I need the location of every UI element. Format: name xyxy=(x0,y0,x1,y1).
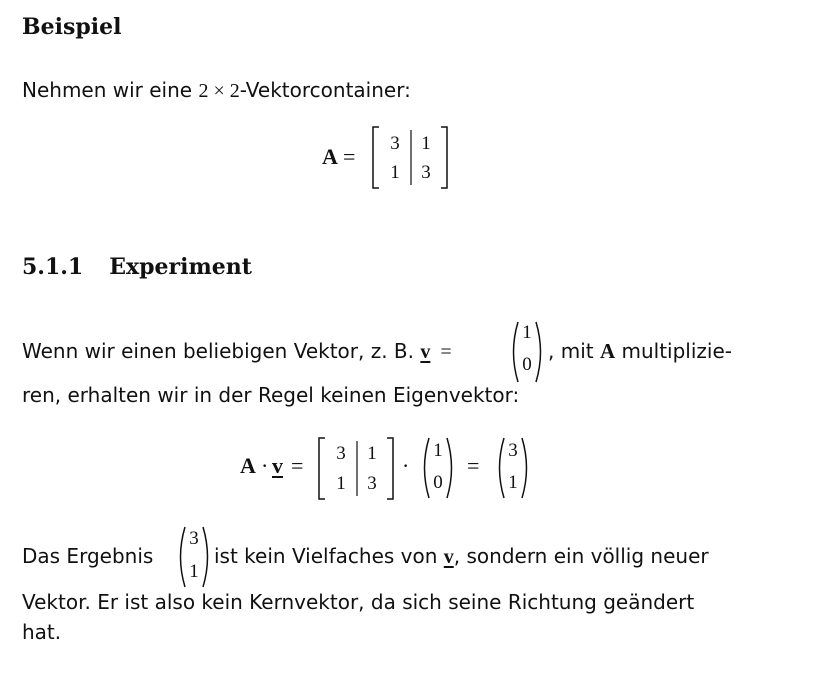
para2-line1-end xyxy=(214,544,709,569)
para1-vec-symbol: v xyxy=(420,341,431,363)
para2-line3: hat. xyxy=(22,620,62,644)
eq2-matrix-brackets xyxy=(316,437,396,501)
example-intro xyxy=(22,78,411,103)
eq2-lhs-v: v xyxy=(272,453,283,478)
eq2-equals: = xyxy=(291,453,304,478)
section-heading xyxy=(22,254,252,280)
eq1-matrix-cell: 1 xyxy=(421,133,431,154)
para1-line1 xyxy=(22,339,452,364)
para2-vector-entry: 3 xyxy=(189,528,199,549)
intro-text-after: -Vektorcontainer: xyxy=(239,78,411,102)
eq1-matrix-cell: 1 xyxy=(390,162,400,183)
intro-text-before: Nehmen wir eine xyxy=(22,78,199,102)
para2-line2: Vektor. Er ist also kein Kernvektor, da sich seine Richtung geändert xyxy=(22,590,695,614)
eq2-dot: · xyxy=(261,453,269,478)
eq2-lhs-a: A xyxy=(240,453,256,478)
eq2-vector-entry: 0 xyxy=(433,472,443,493)
eq2-result-entry: 1 xyxy=(508,472,518,493)
para2-text-middle: ist kein Vielfaches von xyxy=(214,544,444,568)
para1-text-before: Wenn wir einen beliebigen Vektor, z. B. xyxy=(22,339,421,363)
intro-dims: 2 × 2 xyxy=(198,80,240,102)
eq2-matrix-cell: 1 xyxy=(367,443,377,464)
example-heading: Beispiel xyxy=(22,14,122,40)
eq2-matrix-cell: 3 xyxy=(367,473,377,494)
eq1-matrix-brackets xyxy=(370,126,450,190)
para2-text-after: , sondern ein völlig neuer xyxy=(453,544,709,568)
eq1-matrix-cell: 3 xyxy=(421,162,431,183)
eq2-matrix-cell: 1 xyxy=(336,473,346,494)
section-title: Experiment xyxy=(109,254,252,280)
eq2-vector-entry: 1 xyxy=(433,440,443,461)
para1-bold-a: A xyxy=(599,339,616,363)
para2-vec-symbol: v xyxy=(443,546,454,568)
section-number: 5.1.1 xyxy=(22,254,84,280)
para2-vector-entry: 1 xyxy=(189,561,199,582)
eq1-lhs-a: A xyxy=(322,144,338,169)
eq2-matrix-cell: 3 xyxy=(336,443,346,464)
eq1-matrix-cell: 3 xyxy=(390,133,400,154)
eq2-result-entry: 3 xyxy=(508,440,518,461)
eq2-dot2: · xyxy=(402,453,410,478)
eq2-equals2: = xyxy=(467,453,480,478)
para1-vector-entry: 1 xyxy=(522,322,532,343)
para1-vector-entry: 0 xyxy=(522,354,532,375)
para1-text-after-prefix: , mit xyxy=(548,339,600,363)
para2-line1-start: Das Ergebnis xyxy=(22,544,154,568)
para1-equals: = xyxy=(440,341,452,363)
para1-text-after-suffix: multiplizie- xyxy=(615,339,732,363)
para1-line2: ren, erhalten wir in der Regel keinen Eigenvektor: xyxy=(22,383,520,407)
para1-line1-tail xyxy=(548,339,732,364)
eq1-equals: = xyxy=(343,144,356,169)
